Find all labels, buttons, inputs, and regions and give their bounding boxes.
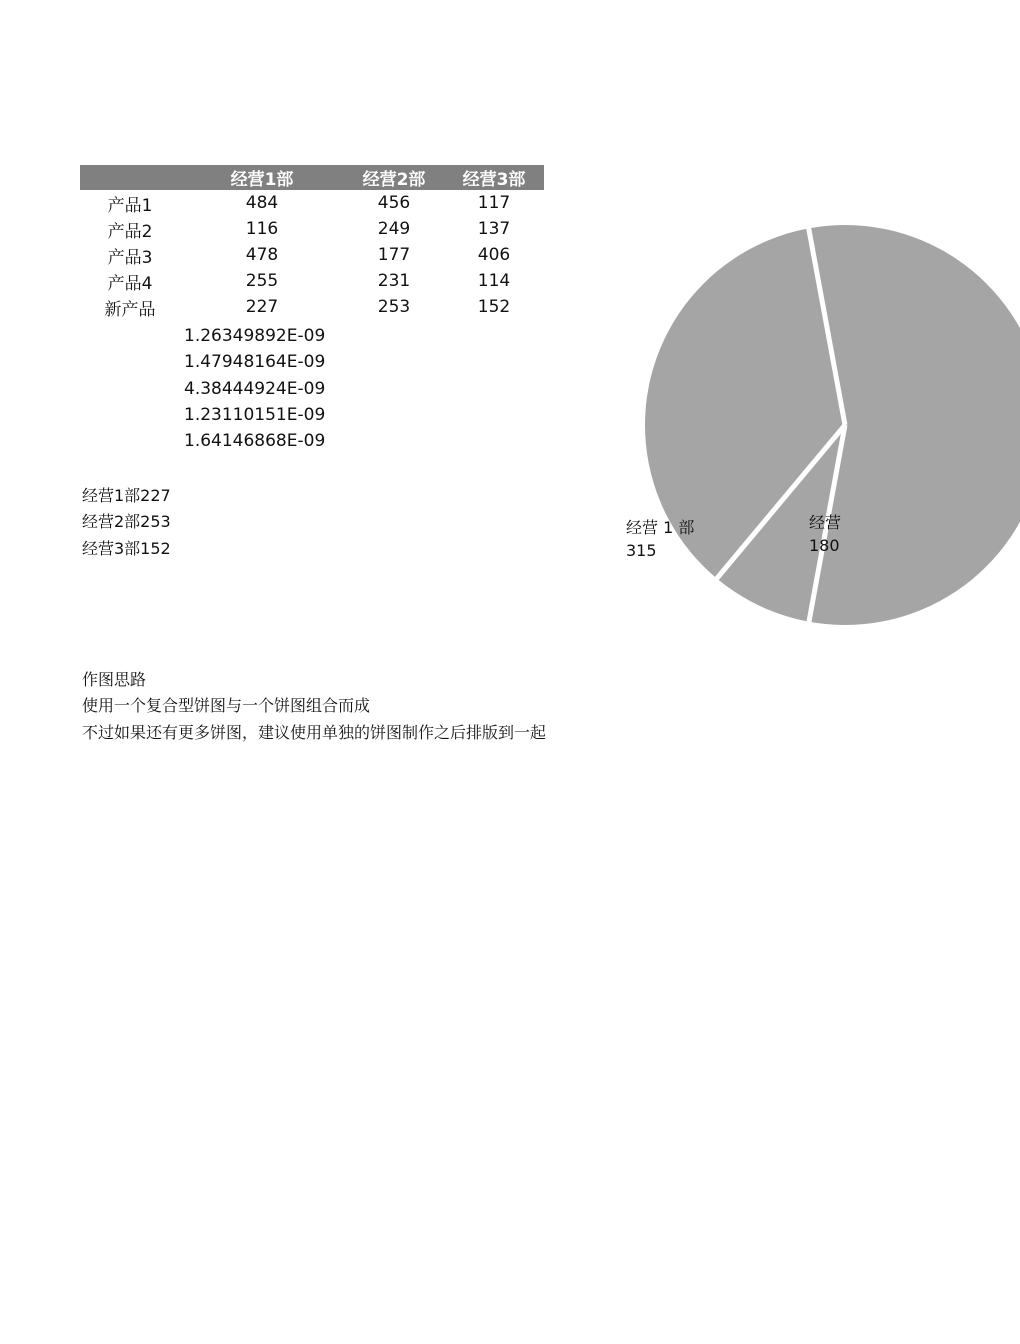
table-cell: 117 [477, 193, 511, 213]
row-label: 产品4 [107, 273, 153, 294]
table-header-row [80, 165, 544, 190]
header-cell: 经营2部 [344, 165, 444, 190]
table-row [80, 268, 544, 294]
table-cell: 114 [477, 271, 511, 291]
pie-label-name: 经营 [809, 513, 842, 532]
row-label: 产品3 [107, 247, 153, 268]
header-cell [80, 165, 180, 190]
sci-value: 4.38444924E-09 [184, 378, 326, 399]
table-cell: 137 [477, 219, 511, 239]
table-cell: 249 [377, 219, 411, 239]
table-cell: 152 [477, 297, 511, 317]
pie-label-dept1 [626, 516, 694, 562]
row-label: 产品2 [107, 221, 153, 242]
table-row [80, 190, 544, 216]
pie-chart-svg [600, 150, 1020, 710]
dept-summary-item: 经营3部152 [82, 538, 171, 558]
sci-value: 1.47948164E-09 [184, 352, 326, 373]
table-cell: 227 [245, 297, 279, 317]
notes-line: 不过如果还有更多饼图，建议使用单独的饼图制作之后排版到一起 [82, 722, 547, 742]
pie-label-name: 经营 1 部 [626, 518, 695, 537]
sci-value: 1.23110151E-09 [184, 404, 326, 425]
table-cell: 253 [377, 297, 411, 317]
pie-label-dept [809, 511, 841, 557]
pie-label-value: 180 [809, 536, 840, 555]
table-cell: 231 [377, 271, 411, 291]
row-label: 新产品 [104, 299, 156, 320]
table-cell: 478 [245, 245, 279, 265]
notes-section [82, 667, 546, 746]
dept-summary-item: 经营2部253 [82, 512, 171, 532]
table-row [80, 294, 544, 320]
table-cell: 456 [377, 193, 411, 213]
data-table [80, 165, 544, 320]
table-cell: 484 [245, 193, 279, 213]
notes-line: 使用一个复合型饼图与一个饼图组合而成 [82, 696, 371, 716]
table-cell: 116 [245, 219, 279, 239]
sci-value: 1.64146868E-09 [184, 431, 326, 452]
table-cell: 406 [477, 245, 511, 265]
notes-title: 作图思路 [82, 670, 147, 689]
pie-label-value: 315 [626, 541, 657, 560]
dept-summary-item: 经营1部227 [82, 486, 171, 505]
pie-chart [600, 150, 842, 710]
pie-body [645, 225, 1020, 625]
scientific-values-list [184, 323, 325, 454]
table-row [80, 242, 544, 268]
header-cell: 经营1部 [180, 165, 344, 190]
row-label: 产品1 [107, 195, 153, 216]
sci-value: 1.26349892E-09 [184, 326, 326, 346]
table-cell: 177 [377, 245, 411, 265]
department-summary-list [82, 483, 171, 562]
table-row [80, 216, 544, 242]
header-cell: 经营3部 [444, 165, 544, 190]
table-cell: 255 [245, 271, 279, 291]
